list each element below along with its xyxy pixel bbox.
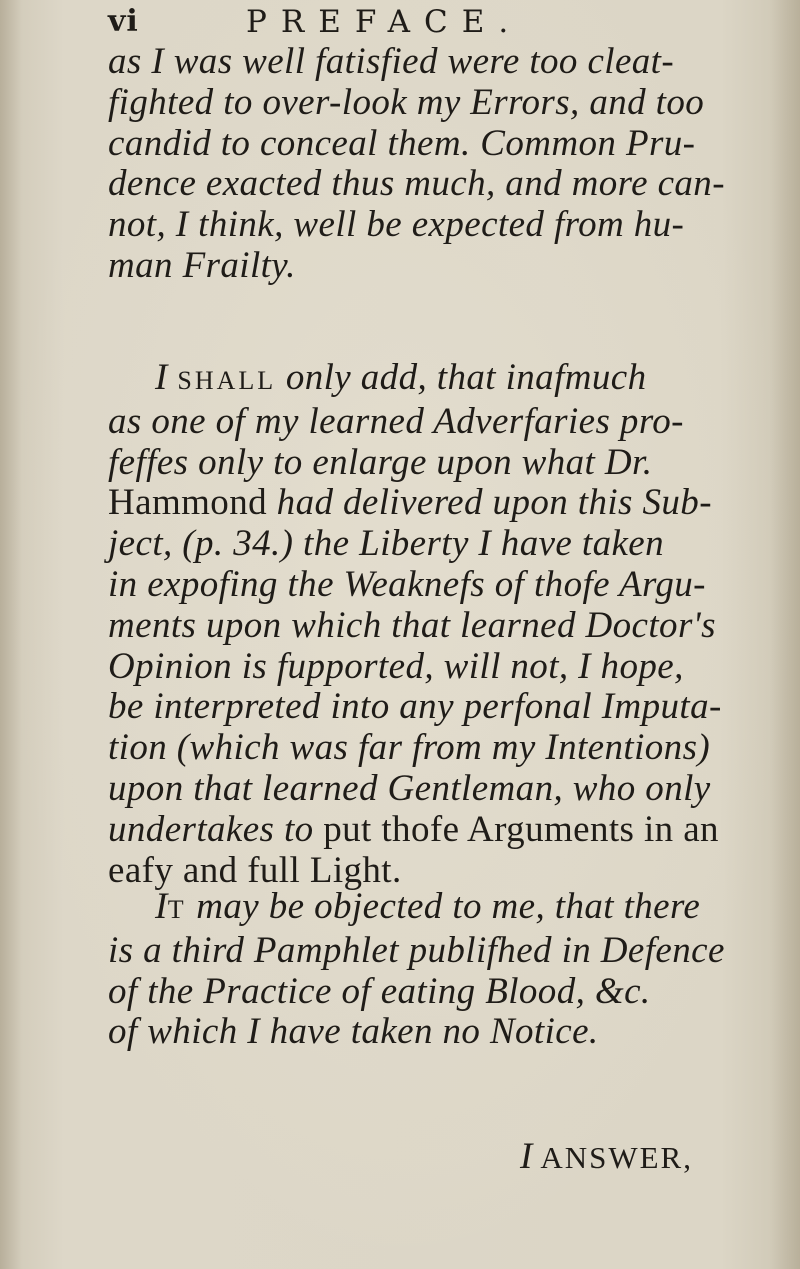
text-line: ject, (p. 34.) the Liberty I have taken — [108, 523, 665, 565]
paragraph-1 — [108, 42, 748, 287]
text-line — [108, 810, 748, 851]
line-rest: only add, that inafmuch — [276, 357, 647, 398]
text-line — [108, 887, 748, 931]
line-rest: may be objected to me, that there — [186, 886, 701, 927]
small-caps-word: SHALL — [177, 366, 277, 395]
text-line: of the Practice of eating Blood, &c. — [108, 970, 651, 1012]
text-line: eafy and full Light. — [108, 849, 402, 891]
roman-name: Hammond — [108, 482, 268, 524]
page-edge-shadow-right — [770, 0, 800, 1269]
text-line: as I was well fatisfied were too cleat- — [108, 41, 675, 82]
text-line: is a third Pamphlet publifhed in Defence — [108, 929, 725, 971]
drop-letter: I — [155, 886, 168, 927]
text-line — [108, 483, 748, 524]
catchword — [520, 1135, 693, 1178]
text-line: man Frailty. — [108, 244, 296, 286]
text-line: Opinion is fupported, will not, I hope, — [108, 645, 684, 687]
text-line: feffes only to enlarge upon what Dr. — [108, 441, 653, 483]
paragraph-2 — [108, 358, 748, 891]
text-line: ments upon which that learned Doctor's — [108, 604, 716, 646]
line-prefix: undertakes to — [108, 808, 324, 850]
text-line: candid to conceal them. Common Pru- — [108, 122, 696, 164]
running-head: PREFACE. — [246, 4, 523, 40]
roman-text: put thofe Arguments in an — [323, 808, 719, 850]
catchword-text: ANSWER, — [540, 1140, 693, 1175]
text-line: upon that learned Gentleman, who only — [108, 767, 711, 809]
text-line: be interpreted into any perfonal Imputa- — [108, 686, 722, 728]
drop-letter: I — [155, 357, 168, 398]
text-line: of which I have taken no Notice. — [108, 1011, 599, 1053]
text-line: tion (which was far from my Intentions) — [108, 727, 711, 769]
text-line: not, I think, well be expected from hu- — [108, 204, 685, 246]
small-caps-word: T — [167, 895, 187, 924]
text-line: in expofing the Weaknefs of thofe Argu- — [108, 563, 706, 605]
text-line: dence exacted thus much, and more can- — [108, 163, 725, 205]
paragraph-3 — [108, 887, 748, 1053]
catchword-initial: I — [520, 1136, 533, 1177]
text-line — [108, 358, 748, 402]
line-rest: had delivered upon this Sub- — [267, 482, 712, 524]
text-line: as one of my learned Adverfaries pro- — [108, 400, 684, 442]
text-line: fighted to over-look my Errors, and too — [108, 81, 705, 123]
page-header — [108, 4, 728, 44]
page-number: vi — [108, 4, 139, 39]
page-edge-shadow-left — [0, 0, 22, 1269]
